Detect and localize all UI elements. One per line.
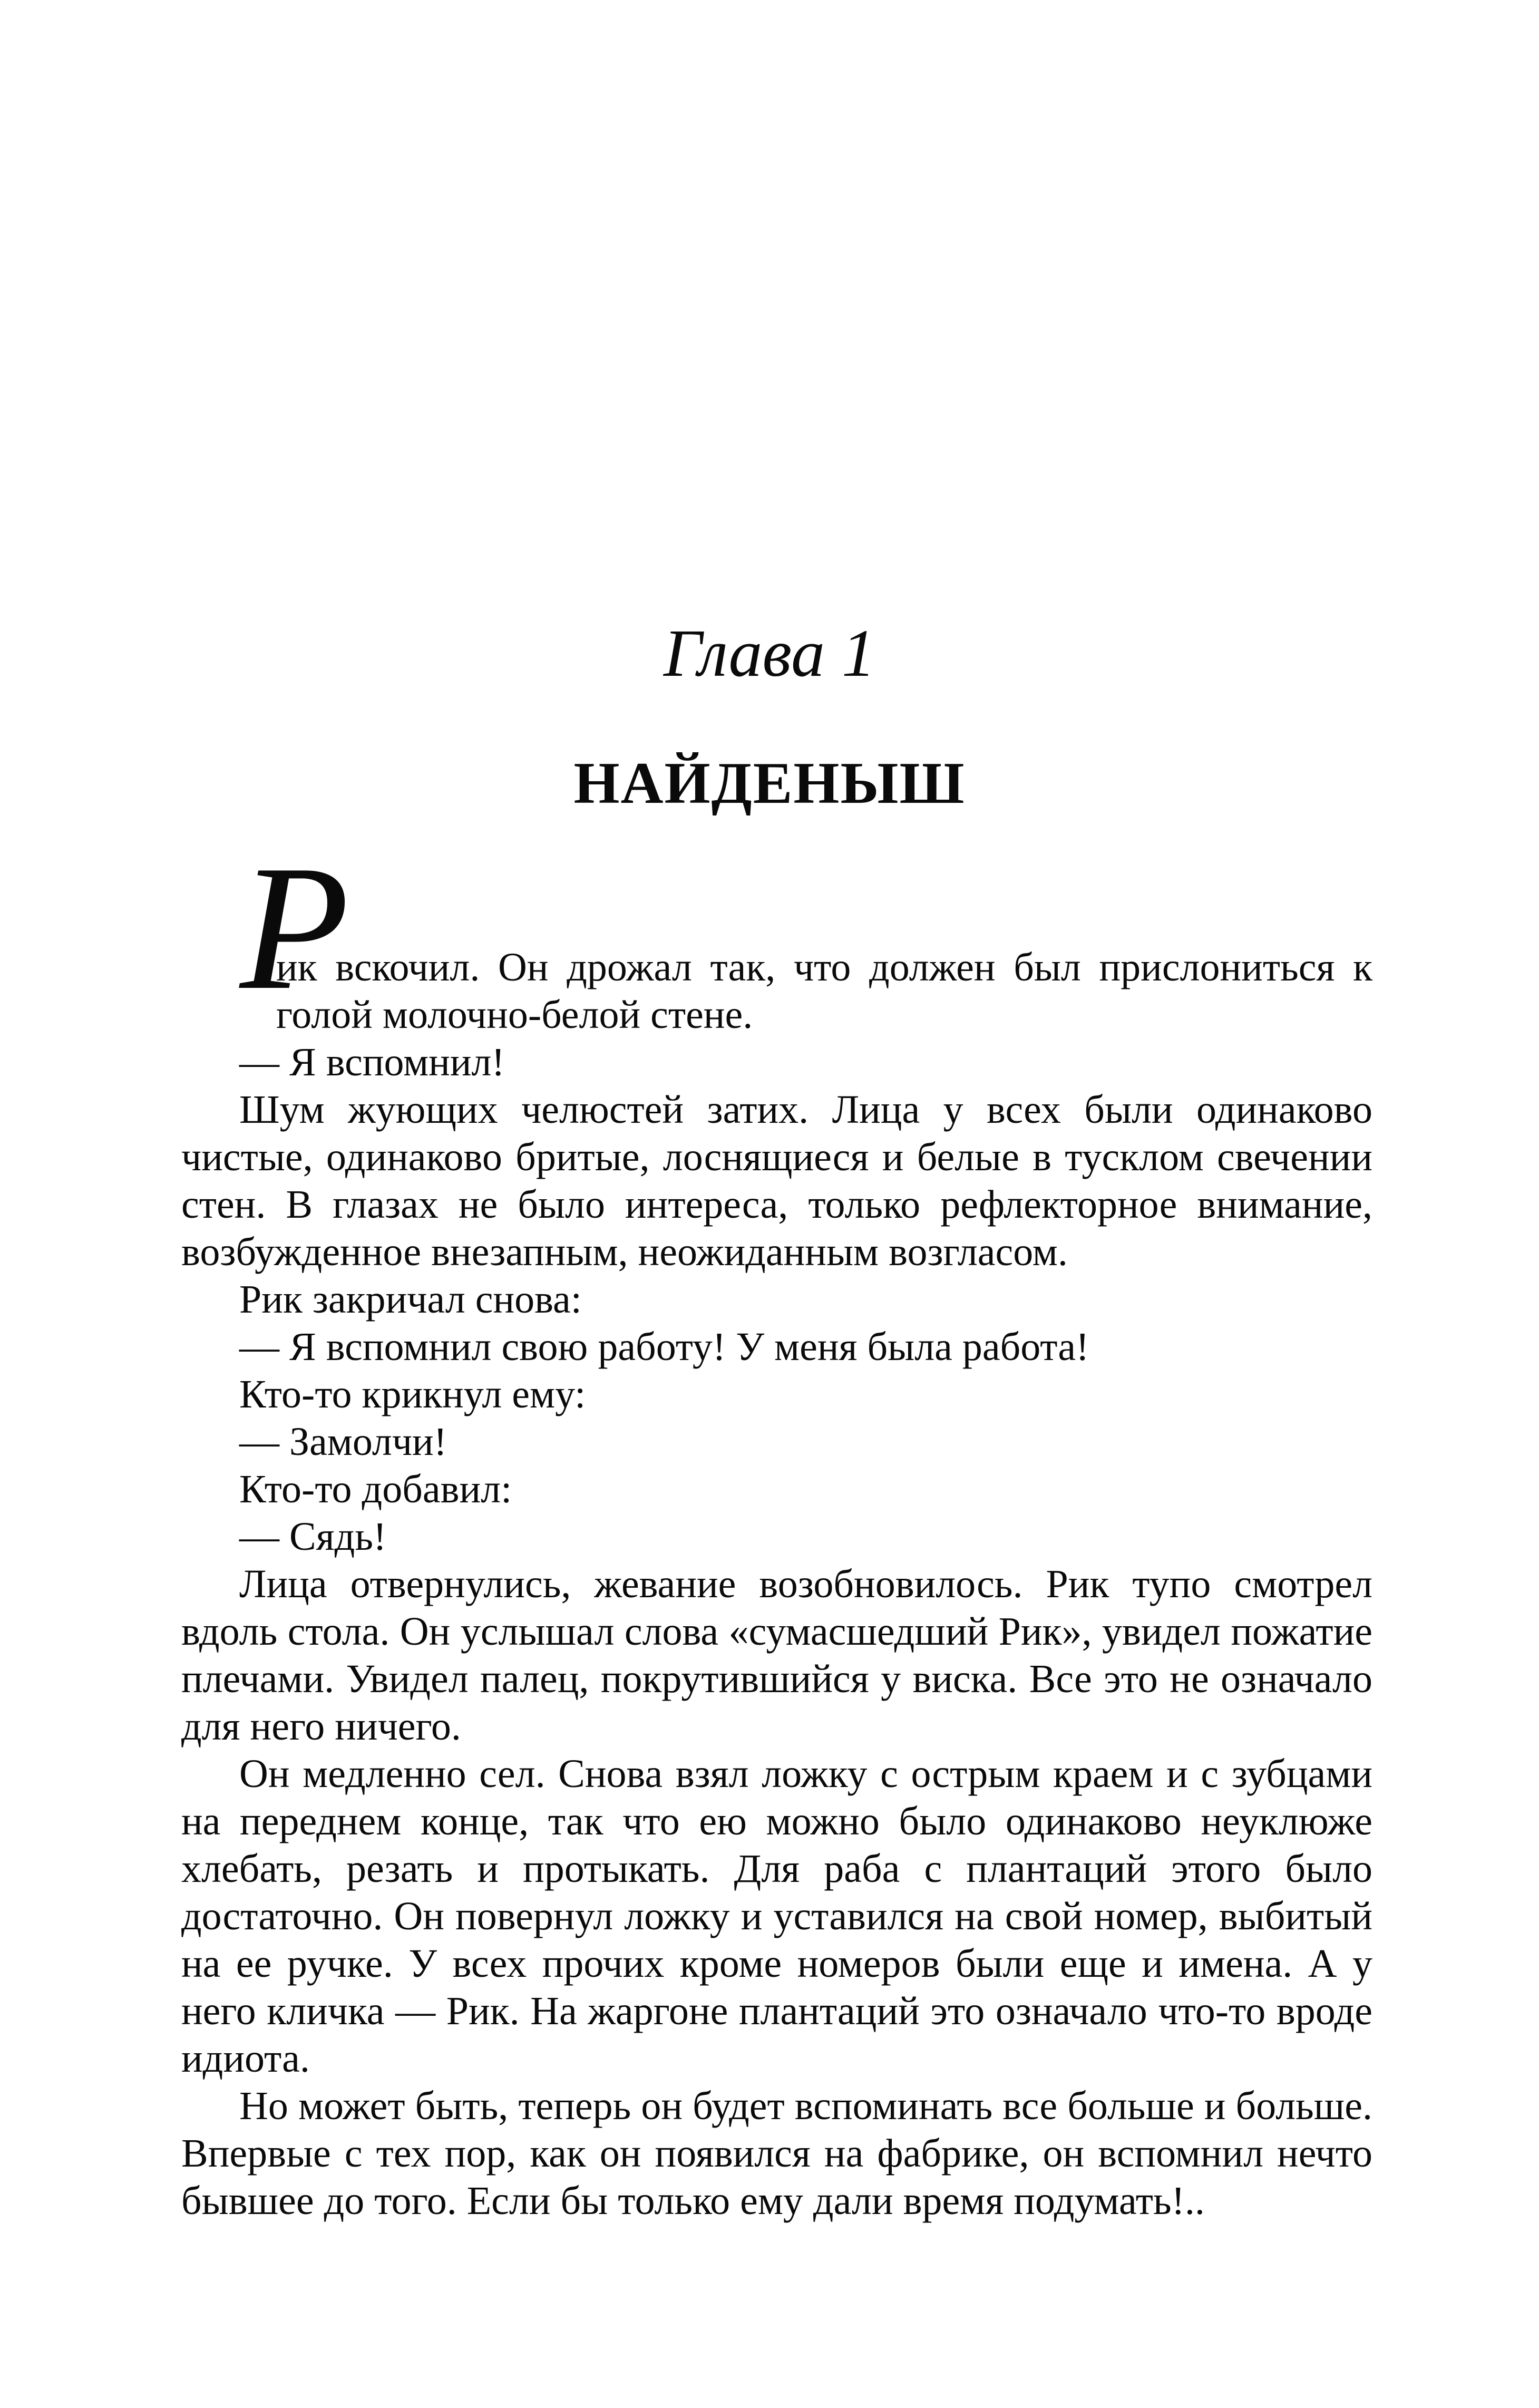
- chapter-text: [181, 944, 1372, 2225]
- paragraph-3: Шум жующих челюстей затих. Лица у всех были одинаково чистые, одинаково бритые, лоснящиеся и белые в тусклом свечении стен. В глазах не было интереса, только рефлекторное внимание, возбужденное внезапным, неожиданным возгласом.: [181, 1088, 1372, 1274]
- paragraph-8: Кто-то добавил:: [239, 1467, 512, 1511]
- paragraph-4: Рик закричал снова:: [239, 1277, 582, 1322]
- paragraph-10: Лица отвернулись, жевание возобновилось. Рик тупо смотрел вдоль стола. Он услышал слова «сумасшедший Рик», увидел пожатие плечами. Увидел палец, покрутившийся у виска. Все это не означало для него ничего.: [181, 1562, 1372, 1749]
- paragraph-12: Но может быть, теперь он будет вспоминать все больше и больше. Впервые с тех пор, как он появился на фабрике, он вспомнил нечто бывшее до того. Если бы только ему дали время подумать!..: [181, 2084, 1372, 2223]
- paragraph-1: ик вскочил. Он дрожал так, что должен был прислониться к голой молочно-белой стене.: [276, 945, 1372, 1037]
- paragraph-6: Кто-то крикнул ему:: [239, 1372, 586, 1416]
- paragraph-11: Он медленно сел. Снова взял ложку с острым краем и с зубцами на переднем конце, так что ею можно было одинаково неуклюже хлебать, резать и протыкать. Для раба с плантаций этого было достаточно. Он повернул ложку и уставился на свой номер, выбитый на ее ручке. У всех прочих кроме номеров были еще и имена. А у него кличка — Рик. На жаргоне плантаций это означало что-то вроде идиота.: [181, 1752, 1372, 2081]
- paragraph-2: — Я вспомнил!: [239, 1040, 505, 1084]
- chapter-title: НАЙДЕНЫШ: [573, 751, 966, 816]
- paragraph-9: — Сядь!: [239, 1514, 387, 1559]
- paragraph-5: — Я вспомнил свою работу! У меня была работа!: [239, 1325, 1089, 1369]
- chapter-number: Глава 1: [663, 616, 876, 691]
- paragraph-7: — Замолчи!: [239, 1420, 447, 1464]
- drop-cap: Р: [240, 828, 349, 1027]
